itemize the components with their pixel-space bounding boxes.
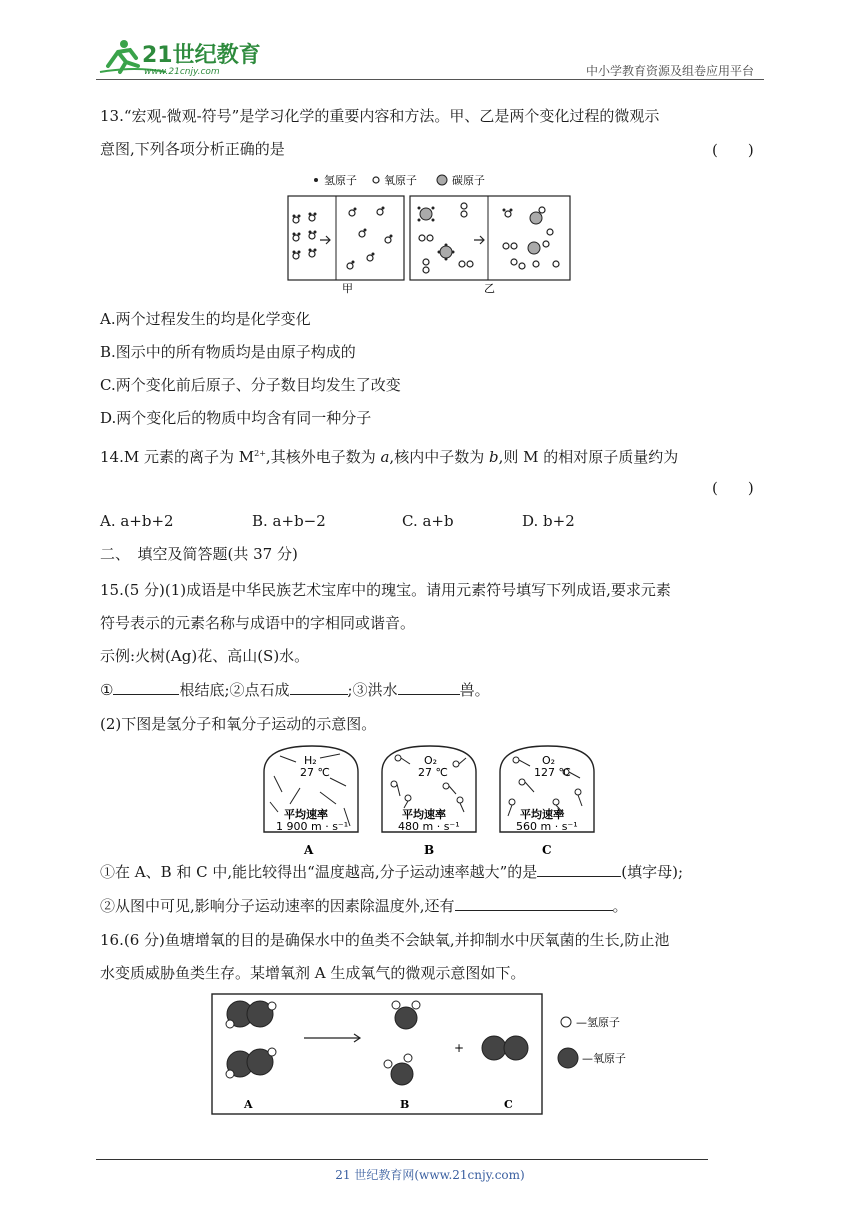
q15-blank-2[interactable] bbox=[290, 681, 348, 695]
svg-text:氧原子: 氧原子 bbox=[384, 174, 417, 187]
q13-option-d[interactable]: D.两个变化后的物质中均含有同一种分子 bbox=[100, 409, 372, 427]
oxygen-legend-icon bbox=[558, 1048, 578, 1068]
svg-text:+: + bbox=[454, 1041, 465, 1055]
q13-option-a[interactable]: A.两个过程发生的均是化学变化 bbox=[100, 310, 311, 328]
svg-text:27 ℃: 27 ℃ bbox=[300, 766, 330, 779]
q15-blank-1[interactable] bbox=[113, 681, 179, 695]
q13-stem-line1: 13.“宏观-微观-符号”是学习化学的重要内容和方法。甲、乙是两个变化过程的微观示 bbox=[100, 107, 660, 125]
footer-divider bbox=[96, 1159, 708, 1160]
q14-option-c[interactable]: C. a+b bbox=[402, 512, 454, 530]
svg-text:127 ℃: 127 ℃ bbox=[534, 766, 571, 779]
q13-option-c[interactable]: C.两个变化前后原子、分子数目均发生了改变 bbox=[100, 376, 401, 394]
svg-text:平均速率: 平均速率 bbox=[284, 808, 328, 821]
hydrogen-legend-icon bbox=[561, 1017, 571, 1027]
svg-text:B: B bbox=[400, 1098, 410, 1111]
header-platform-text: 中小学教育资源及组卷应用平台 bbox=[585, 64, 754, 78]
q15-blank-5[interactable] bbox=[455, 897, 613, 911]
q15-example: 示例:火树(Ag)花、高山(S)水。 bbox=[100, 647, 310, 665]
q14-option-d[interactable]: D. b+2 bbox=[522, 512, 575, 530]
svg-text:A: A bbox=[304, 843, 314, 857]
svg-text:—氧原子: —氧原子 bbox=[582, 1052, 626, 1065]
svg-text:A: A bbox=[244, 1098, 253, 1111]
q14-answer-paren[interactable]: ( ) bbox=[712, 479, 754, 497]
svg-text:21世纪教育: 21世纪教育 bbox=[142, 43, 261, 68]
q15-stem-line2: 符号表示的元素名称与成语中的字相同或谐音。 bbox=[100, 614, 416, 632]
svg-text:O₂: O₂ bbox=[424, 754, 438, 767]
header-divider bbox=[96, 79, 764, 80]
q15-stem-line1: 15.(5 分)(1)成语是中华民族艺术宝库中的瑰宝。请用元素符号填写下列成语,要求元素 bbox=[100, 581, 671, 599]
svg-text:27 ℃: 27 ℃ bbox=[418, 766, 448, 779]
section-heading: 二、 填空及简答题(共 37 分) bbox=[100, 545, 298, 563]
q15-question-a: ①在 A、B 和 C 中,能比较得出“温度越高,分子运动速率越大”的是 (填字母); bbox=[100, 863, 684, 881]
svg-text:560 m · s⁻¹: 560 m · s⁻¹ bbox=[516, 820, 578, 833]
q16-stem-line1: 16.(6 分)鱼塘增氧的目的是确保水中的鱼类不会缺氧,并抑制水中厌氧菌的生长,防止池 bbox=[100, 931, 670, 949]
svg-text:平均速率: 平均速率 bbox=[520, 808, 564, 821]
q14-stem: 14.M 元素的离子为 $M^{2+}$,其核外电子数为 a,核内中子数为 b,则 M 的相对原子质量约为 bbox=[100, 448, 679, 466]
svg-text:甲: 甲 bbox=[342, 282, 353, 295]
svg-text:C: C bbox=[504, 1098, 513, 1111]
footer-text[interactable]: 21 世纪教育网(www.21cnjy.com) bbox=[335, 1168, 525, 1182]
svg-text:C: C bbox=[542, 843, 552, 857]
q15-question-b: ②从图中可见,影响分子运动速率的因素除温度外,还有 。 bbox=[100, 897, 628, 915]
svg-text:—氢原子: —氢原子 bbox=[576, 1016, 620, 1029]
svg-text:乙: 乙 bbox=[484, 282, 495, 295]
q13-stem-line2: 意图,下列各项分析正确的是 bbox=[100, 140, 285, 158]
q15-blank-4[interactable] bbox=[537, 863, 621, 877]
q14-option-b[interactable]: B. a+b−2 bbox=[252, 512, 326, 530]
svg-text:碳原子: 碳原子 bbox=[452, 174, 485, 187]
runner-logo-icon bbox=[96, 36, 266, 78]
q16-figure bbox=[210, 992, 670, 1116]
svg-text:氢原子: 氢原子 bbox=[324, 174, 357, 187]
q14-option-a[interactable]: A. a+b+2 bbox=[100, 512, 174, 530]
q16-stem-line2: 水变质威胁鱼类生存。某增氧剂 A 生成氧气的微观示意图如下。 bbox=[100, 964, 526, 982]
svg-text:B: B bbox=[424, 843, 435, 857]
svg-text:1 900 m · s⁻¹: 1 900 m · s⁻¹ bbox=[276, 820, 349, 833]
svg-text:平均速率: 平均速率 bbox=[402, 808, 446, 821]
q13-answer-paren[interactable]: ( ) bbox=[712, 141, 754, 159]
q15-containers-figure bbox=[260, 742, 600, 860]
svg-text:H₂: H₂ bbox=[304, 754, 317, 767]
q13-figure bbox=[280, 168, 580, 298]
site-logo[interactable] bbox=[96, 36, 266, 78]
q15-fill-line: ① 根结底;②点石成 ;③洪水 兽。 bbox=[100, 681, 490, 699]
svg-text:www.21cnjy.com: www.21cnjy.com bbox=[144, 67, 220, 77]
q13-option-b[interactable]: B.图示中的所有物质均是由原子构成的 bbox=[100, 343, 356, 361]
q15-blank-3[interactable] bbox=[398, 681, 460, 695]
svg-text:480 m · s⁻¹: 480 m · s⁻¹ bbox=[398, 820, 460, 833]
q15-part2: (2)下图是氢分子和氧分子运动的示意图。 bbox=[100, 715, 377, 733]
svg-text:O₂: O₂ bbox=[542, 754, 556, 767]
